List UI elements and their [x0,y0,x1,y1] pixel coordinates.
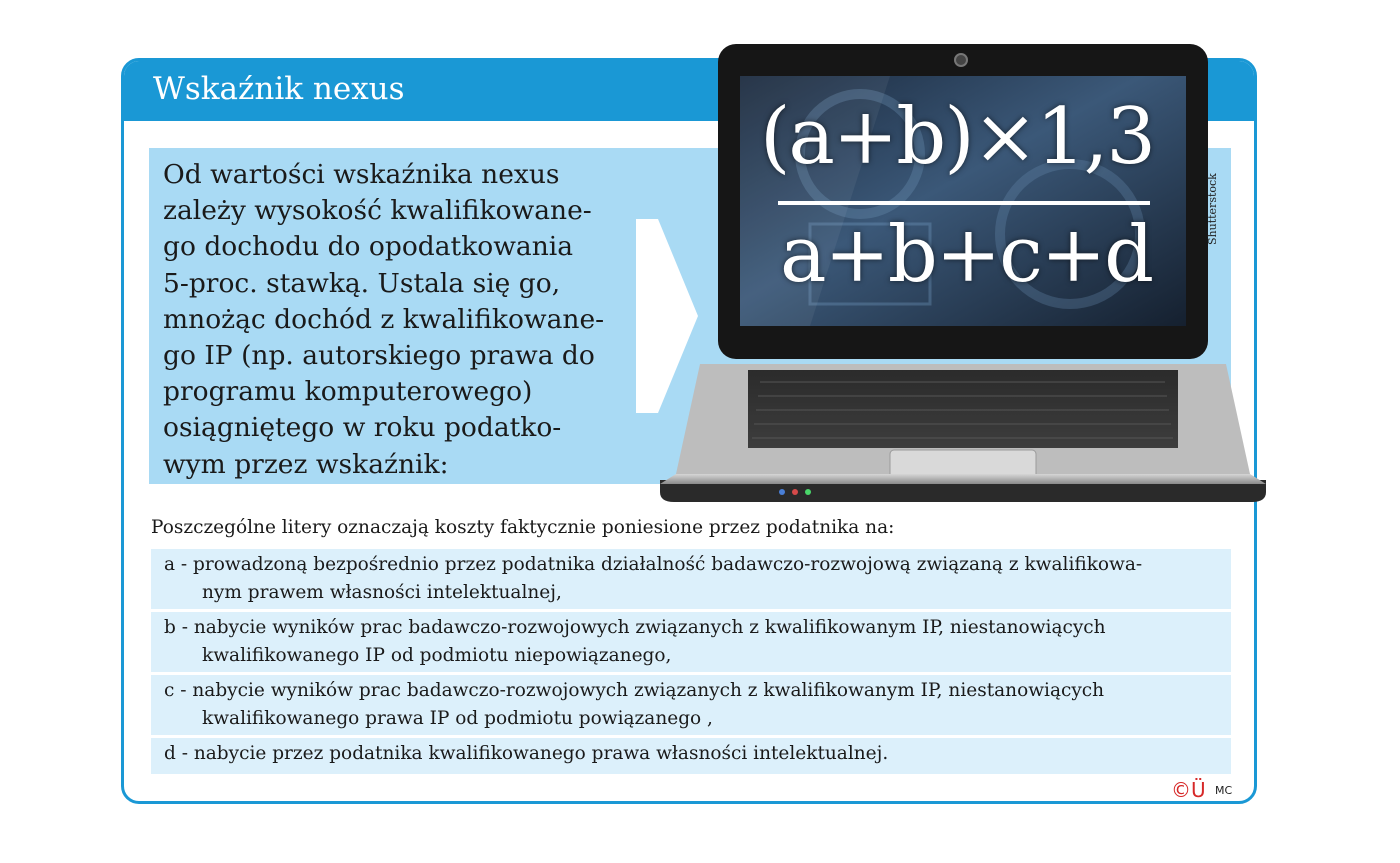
photo-credit: Shutterstock [1206,173,1219,245]
legend-item-line: nym prawem własności intelektualnej, [202,582,562,603]
legend-item-c [151,675,1231,735]
legend-item-line: kwalifikowanego IP od podmiotu niepowiązanego, [202,645,672,666]
legend-item-line: a - prowadzoną bezpośrednio przez podatnika działalność badawczo-rozwojową związaną z kwalifikowa- [164,554,1143,575]
fraction-line [778,201,1150,205]
page-title: Wskaźnik nexus [153,71,405,107]
intro-text: Od wartości wskaźnika nexus zależy wysokość kwalifikowane- go dochodu do opodatkowania 5-proc. stawką. Ustala się go, mnożąc dochód z kwalifikowane- go IP (np. autorskiego prawa do programu komputerowego) osiągniętego w roku podatko- wym przez wskaźnik: [163,159,605,480]
author-initials: MC [1215,784,1233,797]
formula-numerator: (a+b)×1,3 [760,92,1155,182]
legend-item-b [151,612,1231,672]
formula-denominator: a+b+c+d [780,210,1153,300]
legend-item-line: b - nabycie wyników prac badawczo-rozwojowych związanych z kwalifikowanym IP, niestanowiących [164,617,1106,638]
legend-item-d [151,738,1231,774]
legend-item-line: d - nabycie przez podatnika kwalifikowanego prawa własności intelektualnej. [164,743,889,764]
legend-intro: Poszczególne litery oznaczają koszty faktycznie poniesione przez podatnika na: [151,517,895,538]
legend-item-line: kwalifikowanego prawa IP od podmiotu powiązanego , [202,708,713,729]
publisher-logo: ©Ü [1171,778,1206,802]
legend-item-a [151,549,1231,609]
legend-item-line: c - nabycie wyników prac badawczo-rozwojowych związanych z kwalifikowanym IP, niestanowiących [164,680,1105,701]
